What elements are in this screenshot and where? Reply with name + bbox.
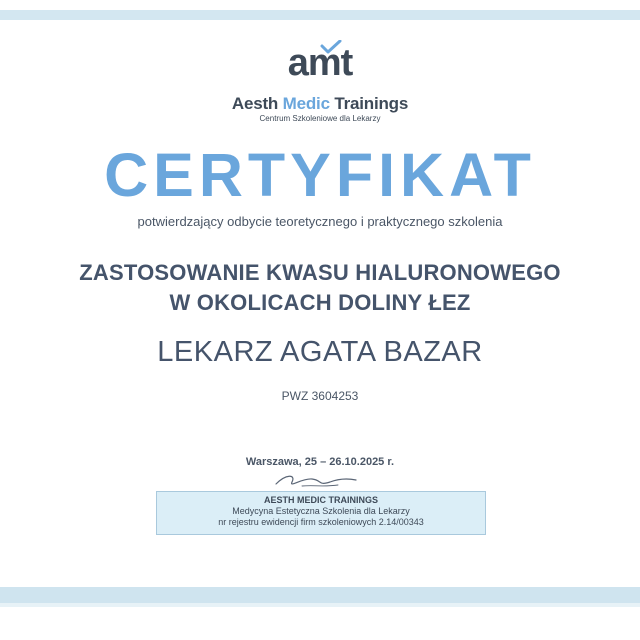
recipient-name: LEKARZ AGATA BAZAR [157,336,483,368]
logo-mark [288,42,353,84]
bottom-decorative-band-light [0,603,640,607]
stamp-registry-number: nr rejestru ewidencji firm szkoleniowych 2.14/00343 [218,517,424,527]
course-title-line2: W OKOLICACH DOLINY ŁEZ [169,290,471,315]
logo-brand-part1: Aesth [231,94,283,113]
license-number: PWZ 3604253 [281,389,359,403]
logo [0,42,640,84]
stamp-company-name: AESTH MEDIC TRAININGS [263,495,378,505]
place-and-date: Warszawa, 25 – 26.10.2025 r. [245,456,395,468]
course-title-line1: ZASTOSOWANIE KWASU HIALURONOWEGO [79,260,561,285]
handwritten-signature [272,470,362,492]
certificate-subtitle: potwierdzający odbycie teoretycznego i praktycznego szkolenia [137,214,503,229]
bottom-decorative-band [0,587,640,603]
logo-letters: amt [287,42,353,84]
logo-brand-highlight: Medic [282,94,330,113]
company-stamp [156,491,486,535]
top-decorative-band [0,10,640,20]
course-title [0,258,640,318]
stamp-description: Medycyna Estetyczna Szkolenia dla Lekarzy [232,506,410,516]
logo-brand-part2: Trainings [329,94,409,113]
logo-brand-name [0,94,640,114]
logo-tagline: Centrum Szkoleniowe dla Lekarzy [259,114,381,123]
certificate-title: CERTYFIKAT [104,141,536,209]
checkmark-icon [320,40,342,54]
